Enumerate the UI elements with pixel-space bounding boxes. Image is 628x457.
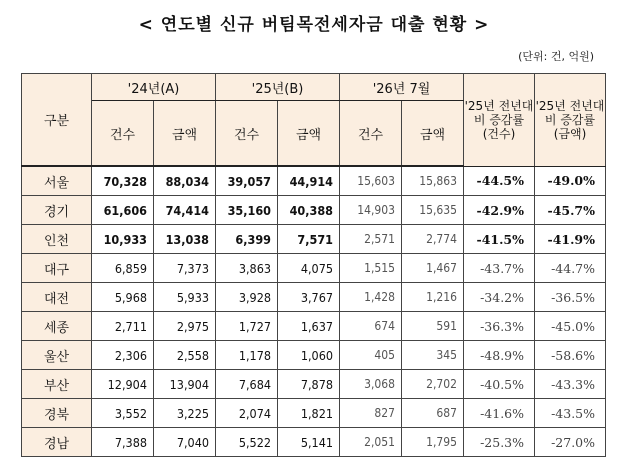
a-amount-cell: 88,034 bbox=[154, 166, 216, 196]
table-row bbox=[22, 254, 606, 283]
c-amount-cell: 2,774 bbox=[402, 225, 464, 254]
b-amount-cell: 1,821 bbox=[278, 399, 340, 428]
c-count-cell: 3,068 bbox=[340, 370, 402, 399]
c-amount-cell: 1,216 bbox=[402, 283, 464, 312]
region-cell: 인천 bbox=[22, 225, 92, 254]
rate-amount-cell: -43.5% bbox=[535, 399, 606, 428]
b-amount-cell: 7,878 bbox=[278, 370, 340, 399]
region-cell: 세종 bbox=[22, 312, 92, 341]
b-count-cell: 6,399 bbox=[216, 225, 278, 254]
rate-amount-cell: -58.6% bbox=[535, 341, 606, 370]
rate-count-cell: -36.3% bbox=[464, 312, 535, 341]
b-amount-cell: 44,914 bbox=[278, 166, 340, 196]
c-count-cell: 827 bbox=[340, 399, 402, 428]
header-rate-amount: '25년 전년대비 증감률 (금액) bbox=[535, 74, 606, 167]
a-amount-cell: 7,040 bbox=[154, 428, 216, 457]
c-amount-cell: 2,702 bbox=[402, 370, 464, 399]
header-rate-count: '25년 전년대비 증감률 (건수) bbox=[464, 74, 535, 167]
rate-amount-cell: -45.7% bbox=[535, 196, 606, 225]
c-amount-cell: 345 bbox=[402, 341, 464, 370]
a-count-cell: 5,968 bbox=[92, 283, 154, 312]
rate-count-cell: -40.5% bbox=[464, 370, 535, 399]
b-amount-cell: 7,571 bbox=[278, 225, 340, 254]
a-count-cell: 70,328 bbox=[92, 166, 154, 196]
b-count-cell: 7,684 bbox=[216, 370, 278, 399]
region-cell: 서울 bbox=[22, 166, 92, 196]
header-b-amount: 금액 bbox=[278, 101, 340, 167]
region-cell: 경북 bbox=[22, 399, 92, 428]
a-amount-cell: 2,975 bbox=[154, 312, 216, 341]
header-c-amount: 금액 bbox=[402, 101, 464, 167]
a-count-cell: 7,388 bbox=[92, 428, 154, 457]
c-count-cell: 14,903 bbox=[340, 196, 402, 225]
a-amount-cell: 3,225 bbox=[154, 399, 216, 428]
b-count-cell: 2,074 bbox=[216, 399, 278, 428]
c-count-cell: 1,515 bbox=[340, 254, 402, 283]
header-period-a: '24년(A) bbox=[92, 74, 216, 101]
b-amount-cell: 5,141 bbox=[278, 428, 340, 457]
b-count-cell: 1,727 bbox=[216, 312, 278, 341]
region-cell: 대구 bbox=[22, 254, 92, 283]
loan-status-table bbox=[21, 73, 606, 457]
table-row bbox=[22, 196, 606, 225]
region-cell: 대전 bbox=[22, 283, 92, 312]
header-period-c: '26년 7월 bbox=[340, 74, 464, 101]
header-category: 구분 bbox=[22, 74, 92, 167]
a-count-cell: 61,606 bbox=[92, 196, 154, 225]
rate-amount-cell: -44.7% bbox=[535, 254, 606, 283]
b-count-cell: 35,160 bbox=[216, 196, 278, 225]
rate-count-cell: -41.6% bbox=[464, 399, 535, 428]
table-row bbox=[22, 225, 606, 254]
table-row bbox=[22, 399, 606, 428]
b-count-cell: 39,057 bbox=[216, 166, 278, 196]
region-cell: 부산 bbox=[22, 370, 92, 399]
table-row bbox=[22, 428, 606, 457]
c-count-cell: 2,571 bbox=[340, 225, 402, 254]
c-amount-cell: 1,795 bbox=[402, 428, 464, 457]
b-amount-cell: 1,637 bbox=[278, 312, 340, 341]
b-amount-cell: 1,060 bbox=[278, 341, 340, 370]
table-title: < 연도별 신규 버팀목전세자금 대출 현황 > bbox=[138, 15, 490, 35]
b-amount-cell: 40,388 bbox=[278, 196, 340, 225]
a-count-cell: 10,933 bbox=[92, 225, 154, 254]
rate-count-cell: -34.2% bbox=[464, 283, 535, 312]
rate-amount-cell: -27.0% bbox=[535, 428, 606, 457]
a-count-cell: 2,306 bbox=[92, 341, 154, 370]
region-cell: 경기 bbox=[22, 196, 92, 225]
rate-count-cell: -43.7% bbox=[464, 254, 535, 283]
a-count-cell: 3,552 bbox=[92, 399, 154, 428]
c-count-cell: 2,051 bbox=[340, 428, 402, 457]
rate-count-cell: -48.9% bbox=[464, 341, 535, 370]
rate-amount-cell: -45.0% bbox=[535, 312, 606, 341]
a-count-cell: 6,859 bbox=[92, 254, 154, 283]
header-row-periods bbox=[22, 74, 606, 101]
rate-count-cell: -44.5% bbox=[464, 166, 535, 196]
rate-amount-cell: -41.9% bbox=[535, 225, 606, 254]
b-count-cell: 5,522 bbox=[216, 428, 278, 457]
b-count-cell: 1,178 bbox=[216, 341, 278, 370]
a-amount-cell: 13,038 bbox=[154, 225, 216, 254]
rate-count-cell: -42.9% bbox=[464, 196, 535, 225]
a-count-cell: 2,711 bbox=[92, 312, 154, 341]
a-count-cell: 12,904 bbox=[92, 370, 154, 399]
header-a-count: 건수 bbox=[92, 101, 154, 167]
header-b-count: 건수 bbox=[216, 101, 278, 167]
a-amount-cell: 13,904 bbox=[154, 370, 216, 399]
unit-note: (단위: 건, 억원) bbox=[518, 50, 594, 63]
b-count-cell: 3,928 bbox=[216, 283, 278, 312]
c-count-cell: 674 bbox=[340, 312, 402, 341]
table-row bbox=[22, 370, 606, 399]
a-amount-cell: 74,414 bbox=[154, 196, 216, 225]
table-row bbox=[22, 283, 606, 312]
c-amount-cell: 15,863 bbox=[402, 166, 464, 196]
c-amount-cell: 687 bbox=[402, 399, 464, 428]
region-cell: 울산 bbox=[22, 341, 92, 370]
c-count-cell: 1,428 bbox=[340, 283, 402, 312]
rate-amount-cell: -43.3% bbox=[535, 370, 606, 399]
c-count-cell: 15,603 bbox=[340, 166, 402, 196]
rate-count-cell: -25.3% bbox=[464, 428, 535, 457]
header-c-count: 건수 bbox=[340, 101, 402, 167]
c-count-cell: 405 bbox=[340, 341, 402, 370]
region-cell: 경남 bbox=[22, 428, 92, 457]
rate-amount-cell: -49.0% bbox=[535, 166, 606, 196]
b-count-cell: 3,863 bbox=[216, 254, 278, 283]
a-amount-cell: 5,933 bbox=[154, 283, 216, 312]
table-row bbox=[22, 166, 606, 196]
a-amount-cell: 7,373 bbox=[154, 254, 216, 283]
c-amount-cell: 15,635 bbox=[402, 196, 464, 225]
c-amount-cell: 591 bbox=[402, 312, 464, 341]
rate-count-cell: -41.5% bbox=[464, 225, 535, 254]
a-amount-cell: 2,558 bbox=[154, 341, 216, 370]
header-a-amount: 금액 bbox=[154, 101, 216, 167]
table-body bbox=[22, 166, 606, 457]
b-amount-cell: 4,075 bbox=[278, 254, 340, 283]
table-row bbox=[22, 312, 606, 341]
header-period-b: '25년(B) bbox=[216, 74, 340, 101]
table-row bbox=[22, 341, 606, 370]
c-amount-cell: 1,467 bbox=[402, 254, 464, 283]
b-amount-cell: 3,767 bbox=[278, 283, 340, 312]
rate-amount-cell: -36.5% bbox=[535, 283, 606, 312]
